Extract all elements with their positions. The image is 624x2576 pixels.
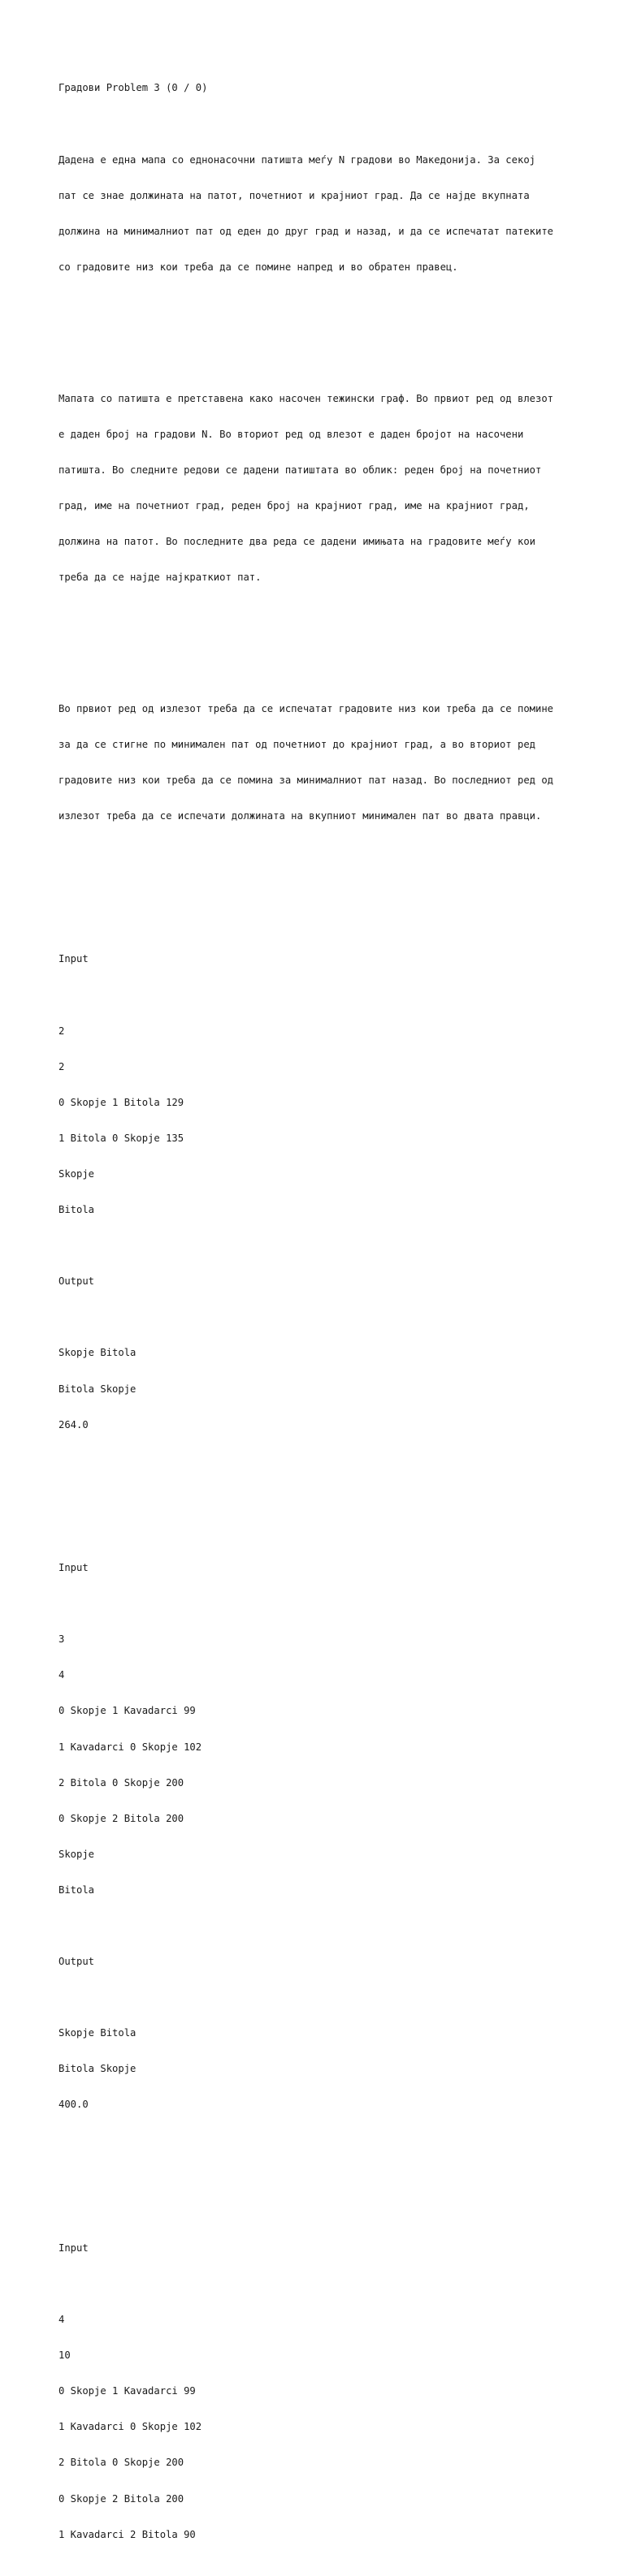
spacer [58,321,578,333]
output-format-line: за да се стигне по минимален пат од почетниот до крајниот град, а во вториот ред [58,738,535,750]
example-2 [58,1538,578,2135]
example-input-line: Bitola [58,1883,95,1896]
spacer [58,2278,578,2290]
input-format-line: треба да се најде најкраткиот пат. [58,572,262,584]
example-input-line: 0 Skopje 2 Bitola 200 [58,2492,184,2505]
spacer [58,1240,578,1252]
example-input-line: 0 Skopje 1 Bitola 129 [58,1096,184,1108]
spacer [58,1991,578,2004]
example-input-line: 2 Bitola 0 Skopje 200 [58,2457,184,2469]
spacer [58,990,578,1002]
problem-description [58,130,578,297]
spacer [58,1478,578,1491]
input-format-line: должина на патот. Во последните два реда се дадени имињата на градовите меѓу кои [58,535,535,547]
problem-title: Градови Problem 3 (0 / 0) [58,82,208,94]
description-line: Дадена е една мапа со еднонасочни патишта меѓу N градови во Македонија. За секој [58,153,535,166]
example-input-line: 0 Skopje 2 Bitola 200 [58,1812,184,1824]
input-format-line: е даден број на градови N. Во вториот ред од влезот е даден бројот на насочени [58,428,524,440]
example-input-line: Bitola [58,1204,95,1216]
output-format-paragraph [58,679,578,846]
example-input-line: 0 Skopje 1 Kavadarci 99 [58,2385,196,2397]
input-heading: Input [58,953,89,965]
output-format-line: градовите низ кои треба да се помина за минималниот пат назад. Во последниот ред од [58,774,554,786]
example-input-line: 1 Kavadarci 0 Skopje 102 [58,2421,202,2433]
example-output-line: 400.0 [58,2099,89,2111]
spacer [58,1598,578,1610]
example-input-line: 1 Kavadarci 2 Bitola 90 [58,2528,196,2540]
spacer [58,1920,578,1932]
spacer [58,1311,578,1323]
example-output-line: Skopje Bitola [58,1347,136,1359]
spacer [58,2159,578,2171]
example-3 [58,2218,578,2564]
example-input-line: 2 [58,1025,65,1037]
output-heading: Output [58,1956,95,1968]
output-format-line: излезот треба да се испечати должината на вкупниот минимален пат во двата правци. [58,810,542,822]
example-output-line: Skopje Bitola [58,2027,136,2039]
example-input-line: Skopje [58,1168,95,1180]
output-format-line: Во првиот ред од излезот треба да се испечатат градовите низ кои треба да се помине [58,702,554,714]
input-heading: Input [58,1562,89,1574]
example-output-line: Bitola Skopje [58,2063,136,2075]
example-input-line: 10 [58,2349,71,2362]
example-input-line: 1 Bitola 0 Skopje 135 [58,1132,184,1144]
document-page [58,58,578,2576]
spacer [58,632,578,644]
example-input-line: 3 [58,1633,65,1646]
example-input-line: 4 [58,2314,65,2326]
input-format-line: град, име на почетниот град, реден број на крајниот град, име на крајниот град, [58,499,530,511]
spacer [58,870,578,882]
example-input-line: 0 Skopje 1 Kavadarci 99 [58,1705,196,1717]
example-input-line: 1 Kavadarci 0 Skopje 102 [58,1741,202,1753]
description-line: должина на минималниот пат од еден до друг град и назад, и да се испечатат патеките [58,225,554,237]
input-format-line: Мапата со патишта е претставена како насочен тежински граф. Во првиот ред од влезот [58,392,554,404]
description-line: со градовите низ кои треба да се помине напред и во обратен правец. [58,261,458,273]
input-format-line: патишта. Во следните редови се дадени патиштата во облик: реден број на почетниот [58,464,542,476]
description-line: пат се знае должината на патот, почетниот и крајниот град. Да се најде вкупната [58,189,530,201]
input-heading: Input [58,2242,89,2254]
input-format-paragraph [58,369,578,607]
example-input-line: Skopje [58,1848,95,1860]
output-heading: Output [58,1275,95,1288]
example-output-line: 264.0 [58,1418,89,1430]
example-input-line: 2 Bitola 0 Skopje 200 [58,1776,184,1789]
example-output-line: Bitola Skopje [58,1383,136,1395]
example-input-line: 2 [58,1060,65,1072]
example-input-line: 4 [58,1669,65,1681]
example-1 [58,930,578,1455]
